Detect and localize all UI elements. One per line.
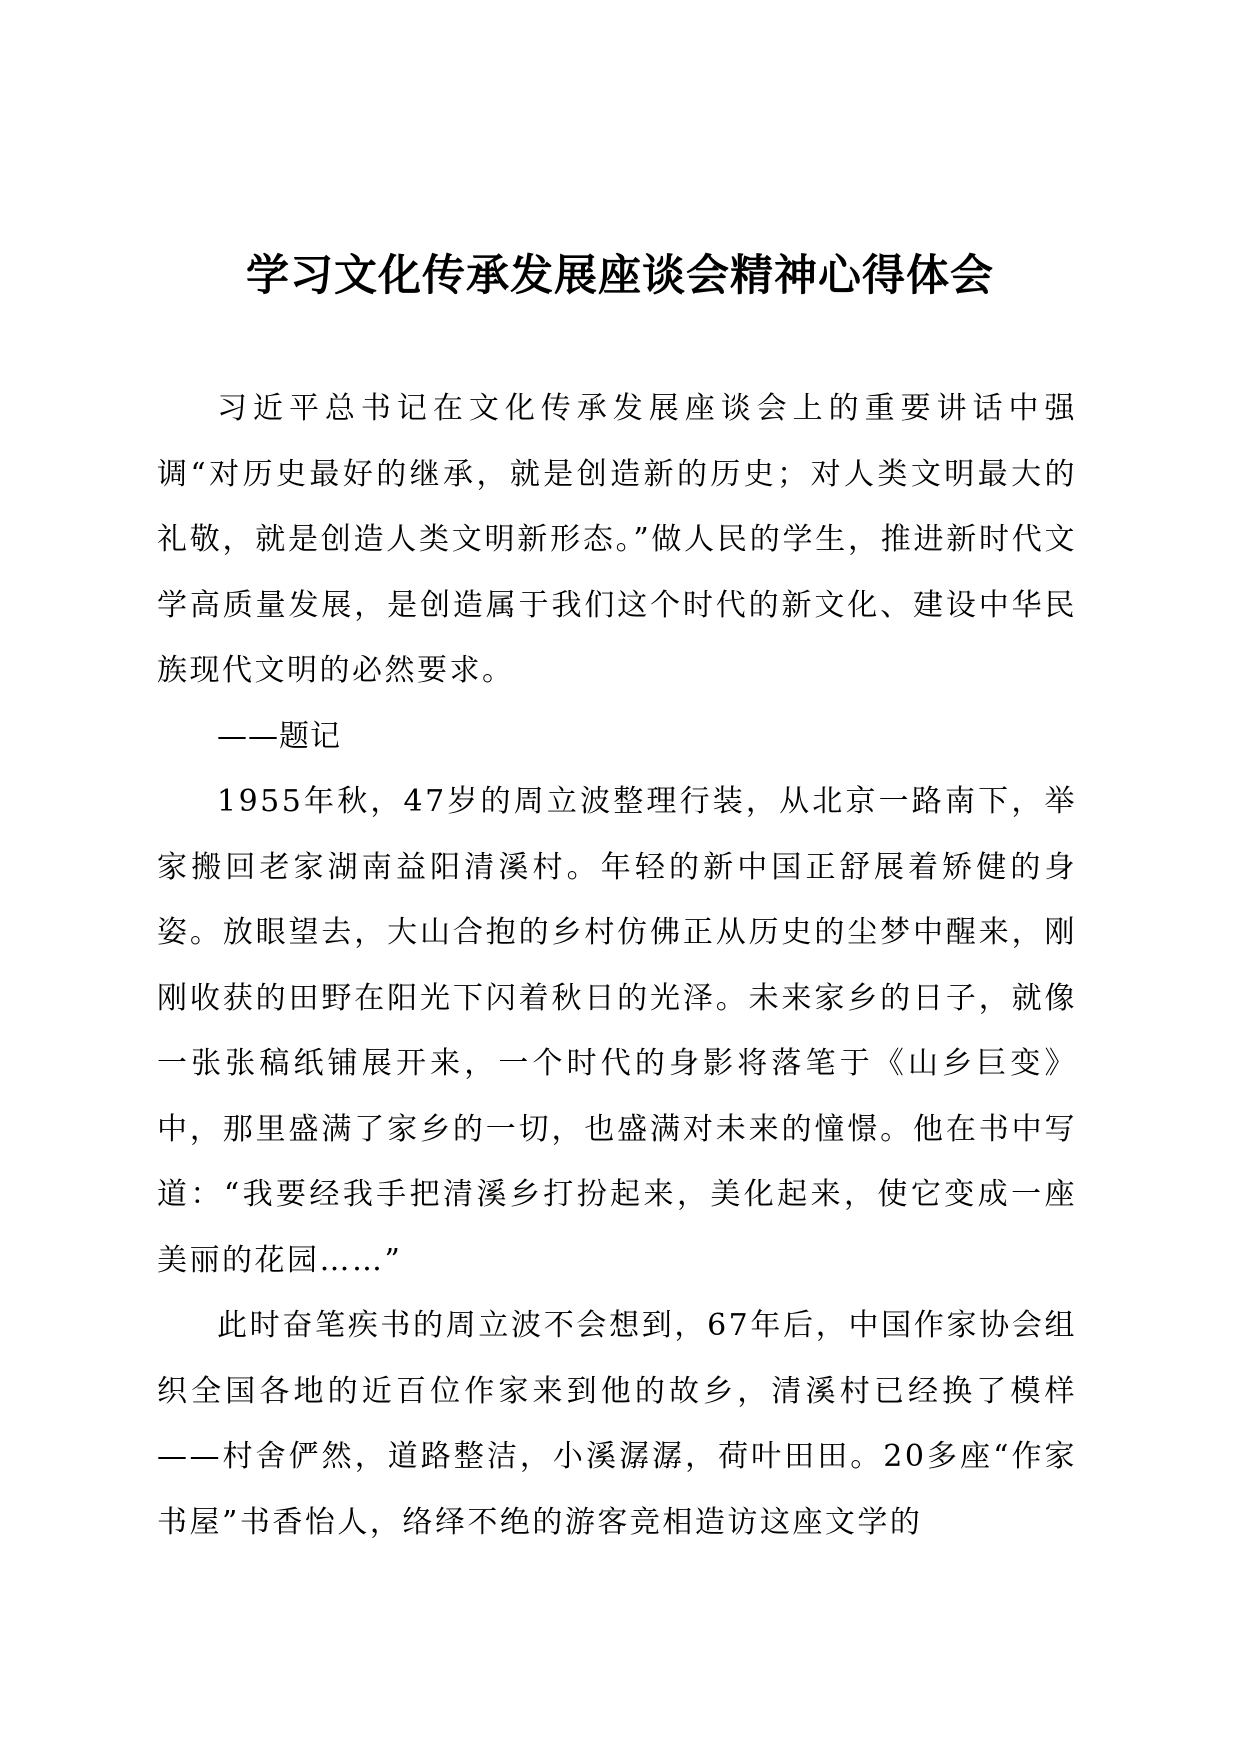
document-title: 学习文化传承发展座谈会精神心得体会 — [246, 251, 994, 301]
body-paragraph-2: 此时奋笔疾书的周立波不会想到，67年后，中国作家协会组织全国各地的近百位作家来到他的故乡，清溪村已经换了模样——村舍俨然，道路整洁，小溪潺潺，荷叶田田。20多座“作家书屋”书香怡人，络绎不绝的游客竞相造访这座文学的 — [157, 1308, 1077, 1540]
epigraph-paragraph: 习近平总书记在文化传承发展座谈会上的重要讲话中强调“对历史最好的继承，就是创造新的历史；对人类文明最大的礼敬，就是创造人类文明新形态。”做人民的学生，推进新时代文学高质量发展，是创造属于我们这个时代的新文化、建设中华民族现代文明的必然要求。 — [157, 391, 1077, 688]
document-body — [157, 376, 1077, 1555]
epigraph-sign: ——题记 — [217, 718, 341, 754]
body-paragraph-1: 1955年秋，47岁的周立波整理行装，从北京一路南下，举家搬回老家湖南益阳清溪村。年轻的新中国正舒展着矫健的身姿。放眼望去，大山合抱的乡村仿佛正从历史的尘梦中醒来，刚刚收获的田野在阳光下闪着秋日的光泽。未来家乡的日子，就像一张张稿纸铺展开来，一个时代的身影将落笔于《山乡巨变》中，那里盛满了家乡的一切，也盛满对未来的憧憬。他在书中写道：“我要经我手把清溪乡打扮起来，美化起来，使它变成一座美丽的花园……” — [157, 784, 1077, 1278]
